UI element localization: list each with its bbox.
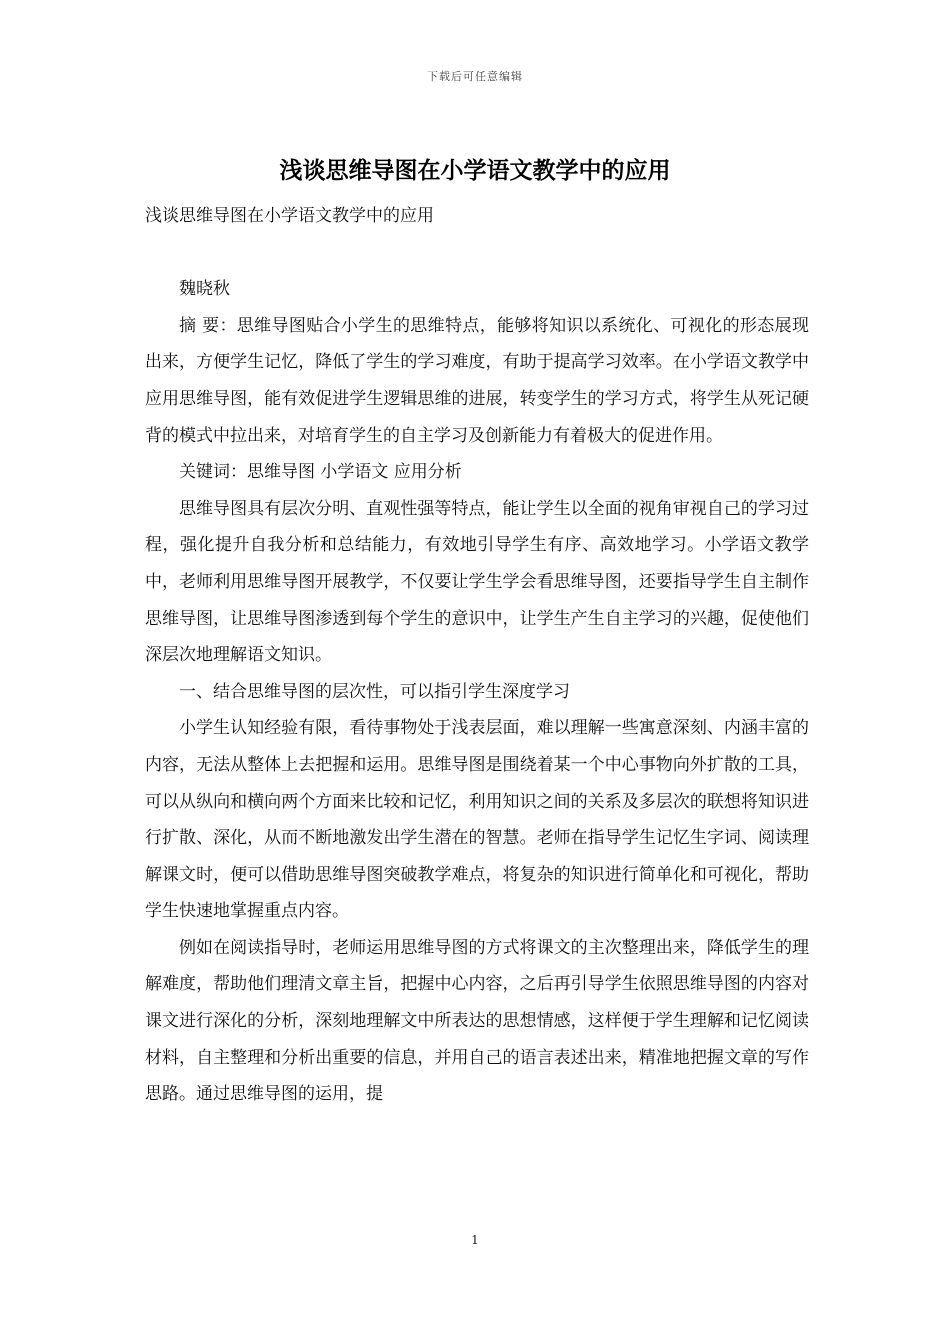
abstract-paragraph: 摘 要：思维导图贴合小学生的思维特点，能够将知识以系统化、可视化的形态展现出来，方便学生记忆，降低了学生的学习难度，有助于提高学习效率。在小学语文教学中应用思维导图，能有效促进学生逻辑思维的进展，转变学生的学习方式，将学生从死记硬背的模式中拉出来，对培育学生的自主学习及创新能力有着极大的促进作用。 (145, 315, 809, 446)
document-title: 浅谈思维导图在小学语文教学中的应用 (279, 158, 671, 184)
document-subtitle: 浅谈思维导图在小学语文教学中的应用 (145, 206, 434, 226)
author-name: 魏晓秋 (179, 279, 230, 300)
body-paragraph: 小学生认知经验有限，看待事物处于浅表层面，难以理解一些寓意深刻、内涵丰富的内容，无法从整体上去把握和运用。思维导图是围绕着某一个中心事物向外扩散的工具，可以从纵向和横向两个方面来比较和记忆，利用知识之间的关系及多层次的联想将知识进行扩散、深化，从而不断地激发出学生潜在的智慧。老师在指导学生记忆生字词、阅读理解课文时，便可以借助思维导图突破教学难点，将复杂的知识进行简单化和可视化，帮助学生快速地掌握重点内容。 (145, 718, 809, 922)
page-number: 1 (471, 1233, 479, 1247)
document-body (145, 198, 809, 1113)
section-heading: 一、结合思维导图的层次性，可以指引学生深度学习 (179, 681, 570, 702)
intro-paragraph: 思维导图具有层次分明、直观性强等特点，能让学生以全面的视角审视自己的学习过程，强化提升自我分析和总结能力，有效地引导学生有序、高效地学习。小学语文教学中，老师利用思维导图开展教学，不仅要让学生学会看思维导图，还要指导学生自主制作思维导图，让思维导图渗透到每个学生的意识中，让学生产生自主学习的兴趣，促使他们深层次地理解语文知识。 (145, 498, 809, 666)
page-header: 下载后可任意编辑 (427, 70, 523, 83)
keywords-line: 关键词：思维导图 小学语文 应用分析 (179, 462, 462, 483)
body-paragraph: 例如在阅读指导时，老师运用思维导图的方式将课文的主次整理出来，降低学生的理解难度，帮助他们理清文章主旨，把握中心内容，之后再引导学生依照思维导图的内容对课文进行深化的分析，深刻地理解文中所表达的思想情感，这样便于学生理解和记忆阅读材料，自主整理和分析出重要的信息，并用自己的语言表述出来，精准地把握文章的写作思路。通过思维导图的运用，提 (145, 937, 809, 1105)
